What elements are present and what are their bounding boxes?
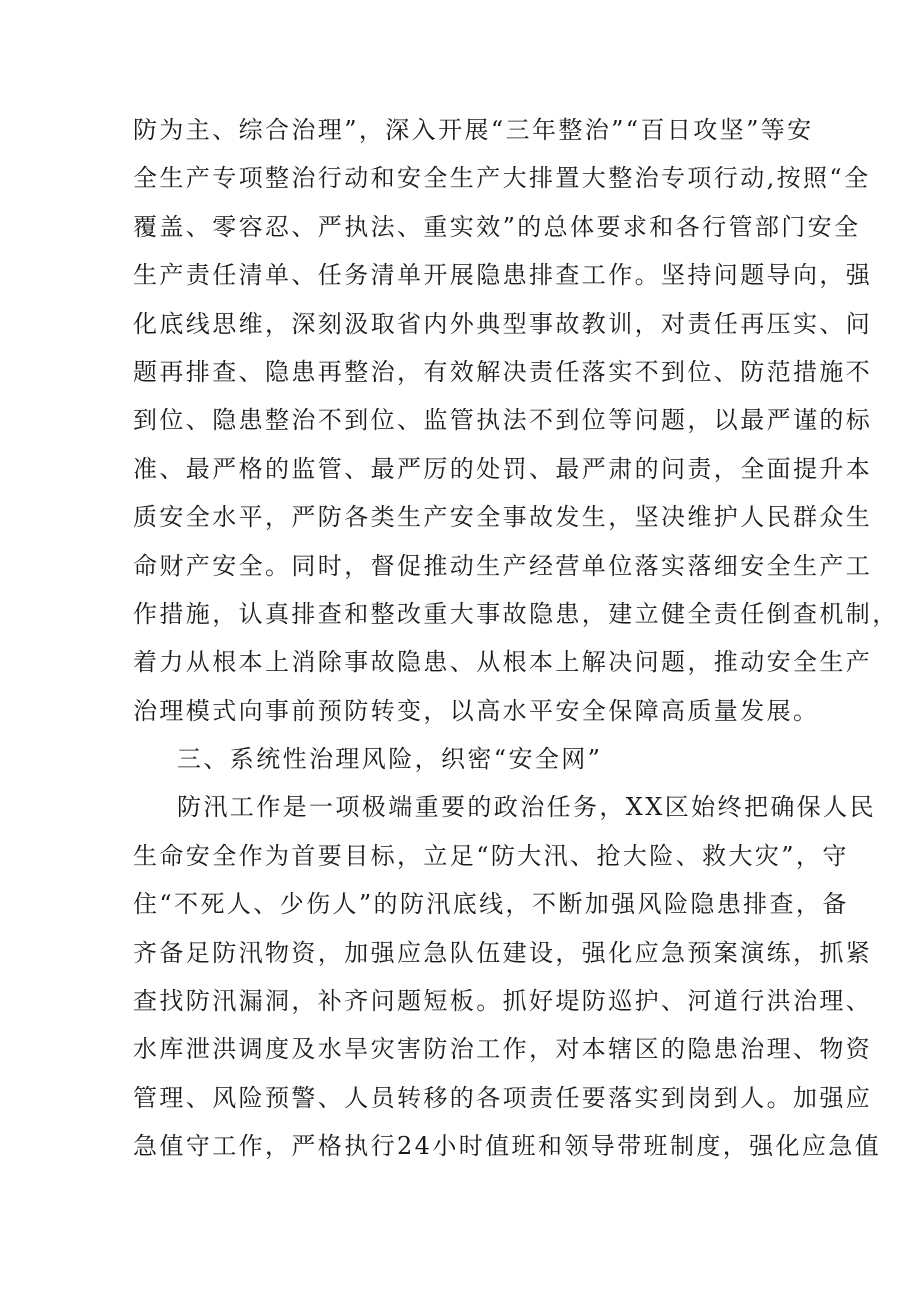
paragraph-1 xyxy=(133,106,899,735)
text-line: 查找防汛漏洞，补齐问题短板。抓好堤防巡护、河道行洪治理、 xyxy=(133,987,873,1016)
text-line: 急值守工作，严格执行24小时值班和领导带班制度，强化应急值 xyxy=(133,1132,882,1161)
text-line: 防为主、综合治理”，深入开展“三年整治”“百日攻坚”等安 xyxy=(133,116,814,144)
text-line: 着力从根本上消除事故隐患、从根本上解决问题，推动安全生产 xyxy=(133,648,873,677)
document-body xyxy=(133,106,899,1171)
text-line: 命财产安全。同时，督促推动生产经营单位落实落细安全生产工 xyxy=(133,551,873,580)
text-line: 覆盖、零容忍、严执法、重实效”的总体要求和各行管部门安全 xyxy=(133,212,861,241)
text-line: 准、最严格的监管、最严厉的处罚、最严肃的问责，全面提升本 xyxy=(133,454,873,483)
text-line: 防汛工作是一项极端重要的政治任务，XX区始终把确保人民 xyxy=(177,793,876,822)
text-line: 治理模式向事前预防转变，以高水平安全保障高质量发展。 xyxy=(133,696,820,725)
text-line: 管理、风险预警、人员转移的各项责任要落实到岗到人。加强应 xyxy=(133,1083,873,1112)
text-line: 质安全水平，严防各类生产安全事故发生，坚决维护人民群众生 xyxy=(133,503,873,532)
text-line: 生产责任清单、任务清单开展隐患排查工作。坚持问题导向，强 xyxy=(133,261,873,290)
text-line: 到位、隐患整治不到位、监管执法不到位等问题，以最严谨的标 xyxy=(133,406,873,435)
text-line: 齐备足防汛物资，加强应急队伍建设，强化应急预案演练，抓紧 xyxy=(133,938,873,967)
text-line: 水库泄洪调度及水旱灾害防治工作，对本辖区的隐患治理、物资 xyxy=(133,1035,873,1064)
text-line: 全生产专项整治行动和安全生产大排置大整治专项行动,按照“全 xyxy=(133,164,871,193)
text-line: 住“不死人、少伤人”的防汛底线，不断加强风险隐患排查，备 xyxy=(133,890,849,919)
text-line: 作措施，认真排查和整改重大事故隐患，建立健全责任倒查机制， xyxy=(133,599,899,628)
text-line: 化底线思维，深刻汲取省内外典型事故教训，对责任再压实、问 xyxy=(133,309,873,338)
text-line: 生命安全作为首要目标，立足“防大汛、抢大险、救大灾”，守 xyxy=(133,841,849,870)
paragraph-2 xyxy=(133,783,882,1170)
section-heading: 三、系统性治理风险，织密“安全网” xyxy=(177,745,603,774)
text-line: 题再排查、隐患再整治，有效解决责任落实不到位、防范措施不 xyxy=(133,357,873,386)
